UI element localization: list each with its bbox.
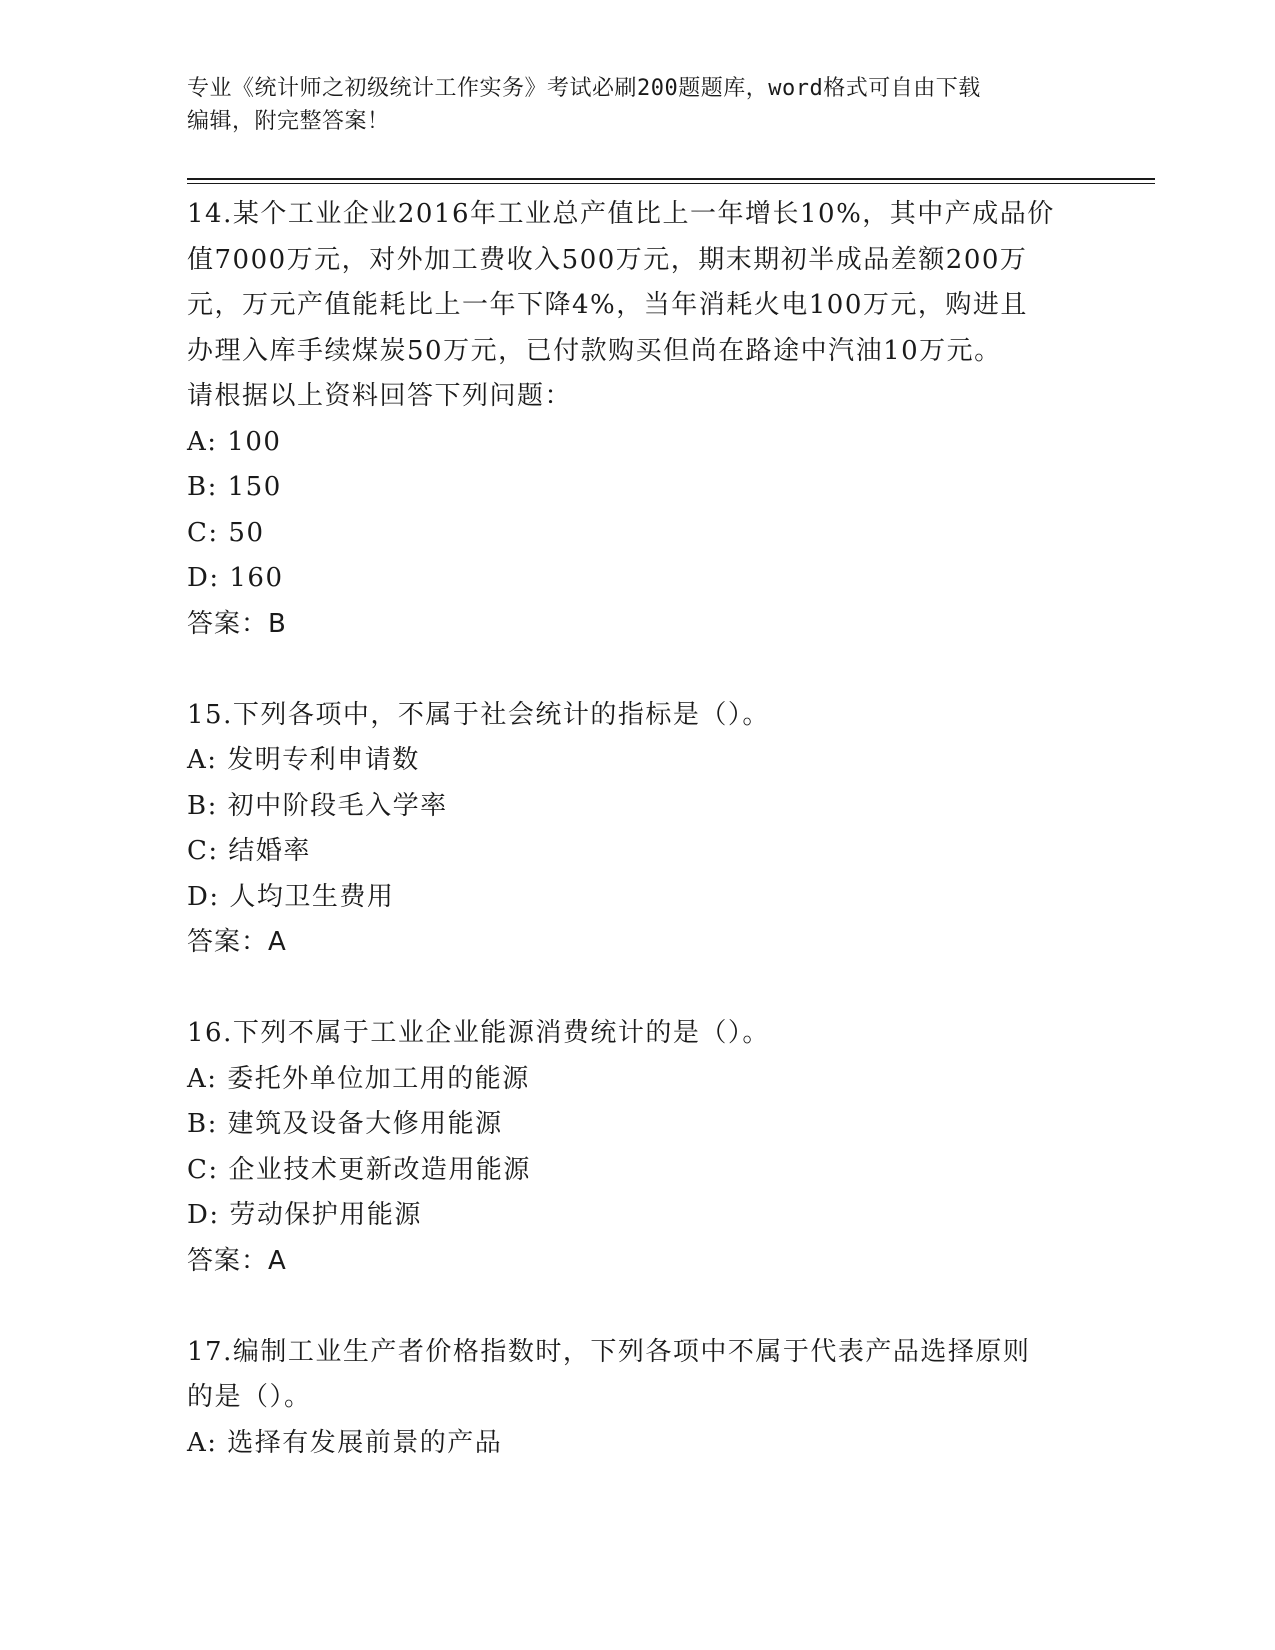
question-list <box>187 192 1087 1466</box>
question-17 <box>187 1330 1087 1467</box>
option-c: C: 50 <box>187 517 265 548</box>
question-stem-line: 的是（）。 <box>187 1382 312 1412</box>
option-b: B: 初中阶段毛入学率 <box>187 790 448 821</box>
question-stem-line: 办理入库手续煤炭50万元，已付款购买但尚在路途中汽油10万元。 <box>187 335 1002 366</box>
option-b: B: 建筑及设备大修用能源 <box>187 1109 503 1139</box>
question-stem-line: 15.下列各项中，不属于社会统计的指标是（）。 <box>187 699 770 730</box>
answer-line: 答案：A <box>187 927 287 957</box>
answer-line: 答案：A <box>187 1245 287 1276</box>
question-15 <box>187 693 1087 966</box>
header-line-1: 专业《统计师之初级统计工作实务》考试必刷200题题库，word格式可自由下载 <box>187 76 981 101</box>
option-c: C: 结婚率 <box>187 836 311 866</box>
question-stem-line: 16.下列不属于工业企业能源消费统计的是（）。 <box>187 1018 770 1048</box>
option-d: D: 人均卫生费用 <box>187 881 395 912</box>
header-divider-thick <box>187 178 1155 180</box>
option-a: A: 发明专利申请数 <box>187 745 420 775</box>
option-a: A: 委托外单位加工用的能源 <box>187 1063 530 1094</box>
question-16 <box>187 1011 1087 1284</box>
question-14 <box>187 192 1087 647</box>
option-d: D: 160 <box>187 563 284 593</box>
header-divider-thin <box>187 183 1155 184</box>
document-header <box>187 72 1087 138</box>
question-stem-line: 元，万元产值能耗比上一年下降4%，当年消耗火电100万元，购进且 <box>187 290 1028 320</box>
option-b: B: 150 <box>187 472 282 502</box>
option-d: D: 劳动保护用能源 <box>187 1200 422 1230</box>
question-stem-line: 请根据以上资料回答下列问题： <box>187 381 573 411</box>
question-stem-line: 17.编制工业生产者价格指数时，下列各项中不属于代表产品选择原则 <box>187 1336 1031 1367</box>
question-stem-line: 值7000万元，对外加工费收入500万元，期末期初半成品差额200万 <box>187 244 1028 275</box>
option-a: A: 100 <box>187 426 282 457</box>
header-line-2: 编辑，附完整答案！ <box>187 109 390 134</box>
question-stem-line: 14.某个工业企业2016年工业总产值比上一年增长10%，其中产成品价 <box>187 199 1055 229</box>
answer-line: 答案：B <box>187 608 287 639</box>
option-c: C: 企业技术更新改造用能源 <box>187 1154 531 1185</box>
option-a: A: 选择有发展前景的产品 <box>187 1427 503 1458</box>
